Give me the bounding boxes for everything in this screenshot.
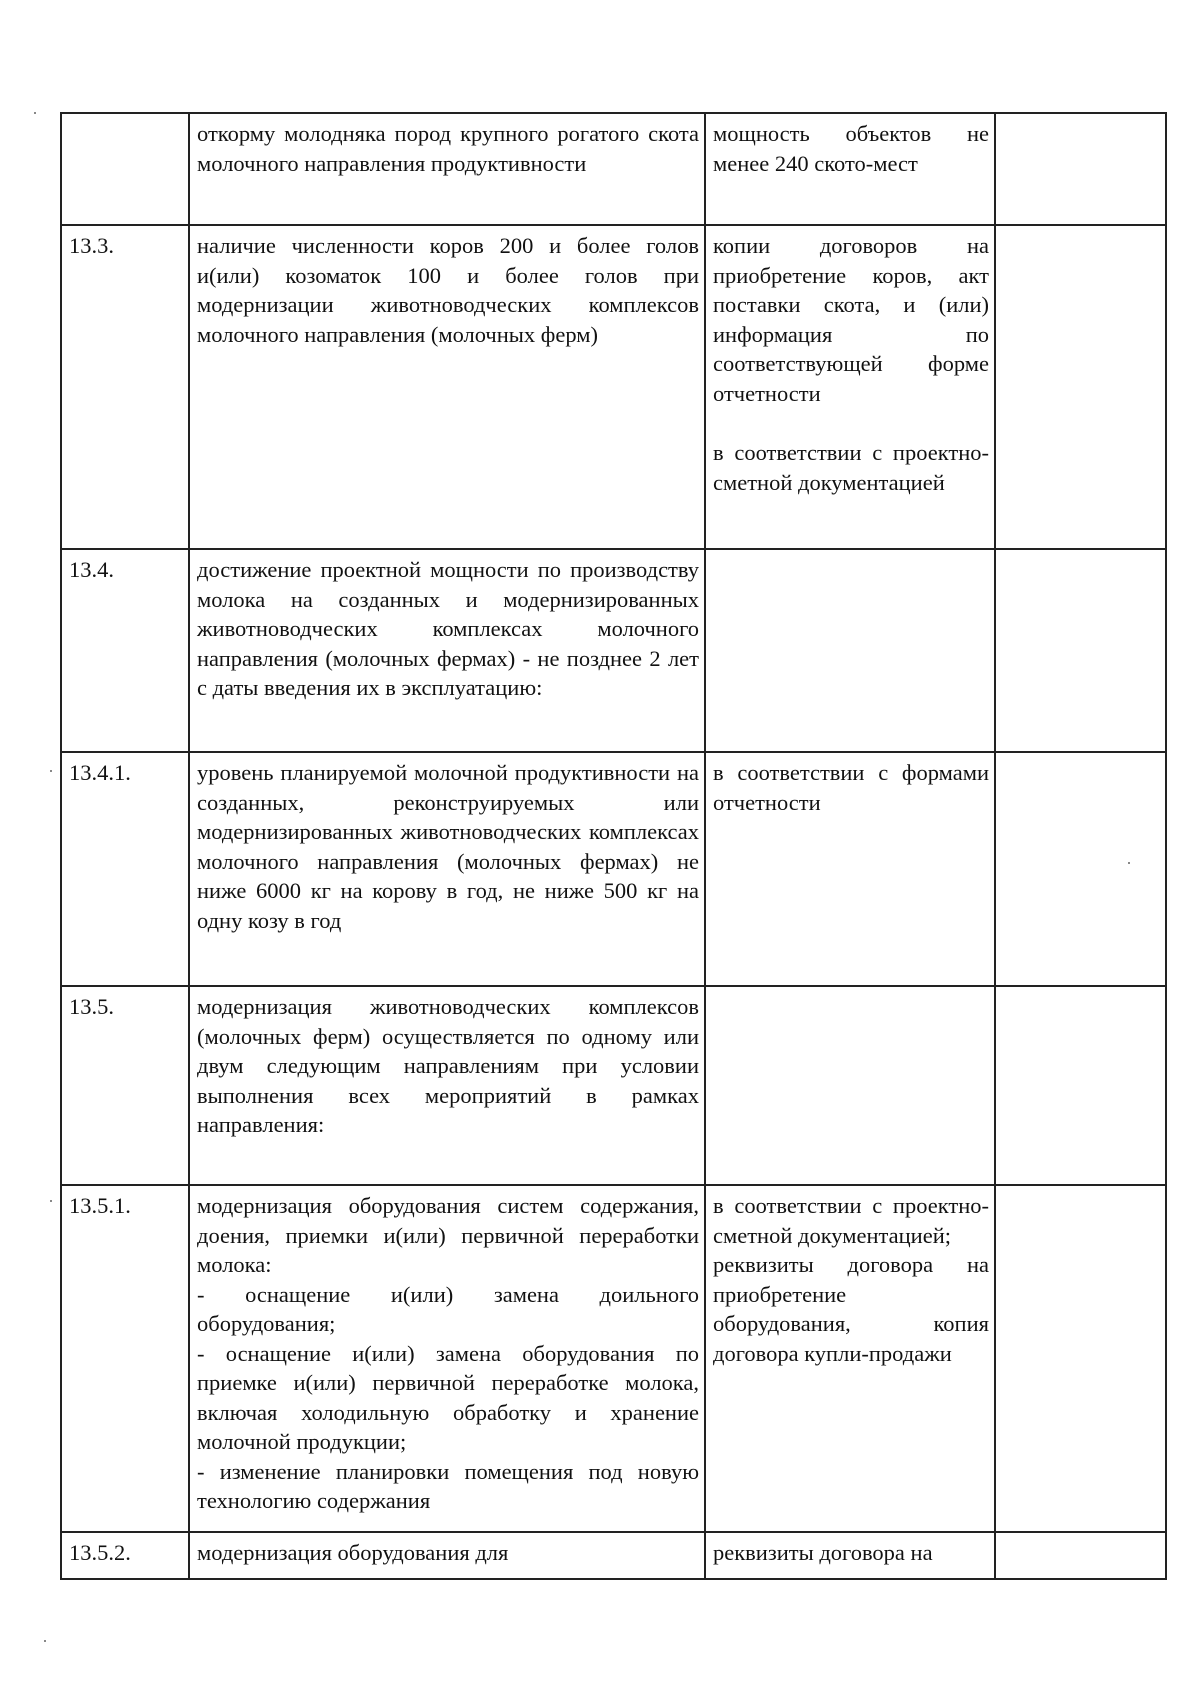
table-row [61, 986, 1166, 1185]
requirement-line: - оснащение и(или) замена оборудования по приемке и(или) первичной переработке молока, включая холодильную обработку и хранение молочной продукции; [197, 1340, 699, 1454]
item-number: 13.4. [61, 549, 189, 752]
empty-cell [995, 1185, 1166, 1532]
table-row [61, 549, 1166, 752]
table-row [61, 113, 1166, 225]
scan-speck [44, 1640, 46, 1642]
item-number: 13.5. [61, 986, 189, 1185]
confirming-documents [705, 752, 995, 986]
document-line: реквизиты договора на приобретение оборудования, копия договора купли-продажи [713, 1252, 989, 1366]
empty-cell [995, 752, 1166, 986]
scan-speck [1128, 862, 1130, 864]
table-row [61, 752, 1166, 986]
scan-speck [50, 770, 52, 772]
confirming-documents [705, 1532, 995, 1579]
document-line: копии договоров на приобретение коров, акт поставки скота, и (или) информация по соответствующей форме отчетности [713, 233, 989, 406]
empty-cell [995, 225, 1166, 549]
document-line: в соответствии с формами отчетности [713, 760, 989, 815]
requirement-text [189, 113, 705, 225]
item-number: 13.3. [61, 225, 189, 549]
paragraph-gap [713, 408, 989, 438]
scan-speck [34, 112, 36, 114]
requirement-text [189, 549, 705, 752]
empty-cell [995, 113, 1166, 225]
item-number [61, 113, 189, 225]
requirement-line: - оснащение и(или) замена доильного оборудования; [197, 1281, 699, 1336]
document-line: мощность объектов не менее 240 ското-мест [713, 121, 989, 176]
requirement-line: уровень планируемой молочной продуктивности на созданных, реконструируемых или модернизированных животноводческих комплексах молочного направления (молочных фермах) не ниже 6000 кг на корову в год, не ниже 500 кг на одну козу в год [197, 760, 699, 933]
requirement-text [189, 986, 705, 1185]
scan-speck [50, 1200, 52, 1202]
document-line: реквизиты договора на [713, 1540, 933, 1565]
requirements-table [60, 112, 1167, 1580]
document-line: в соответствии с проектно-сметной документацией; [713, 1193, 989, 1248]
requirement-line: - изменение планировки помещения под новую технологию содержания [197, 1458, 699, 1513]
requirement-line: откорму молодняка пород крупного рогатого скота молочного направления продуктивности [197, 121, 699, 176]
requirement-text [189, 1185, 705, 1532]
requirement-line: модернизация оборудования систем содержания, доения, приемки и(или) первичной переработки молока: [197, 1193, 699, 1277]
empty-cell [995, 549, 1166, 752]
item-number: 13.5.1. [61, 1185, 189, 1532]
confirming-documents [705, 113, 995, 225]
table-row [61, 225, 1166, 549]
document-line: в соответствии с проектно-сметной документацией [713, 440, 989, 495]
item-number: 13.5.2. [61, 1532, 189, 1579]
empty-cell [995, 986, 1166, 1185]
requirement-line: наличие численности коров 200 и более голов и(или) козоматок 100 и более голов при модернизации животноводческих комплексов молочного направления (молочных ферм) [197, 233, 699, 347]
table-row [61, 1185, 1166, 1532]
confirming-documents [705, 225, 995, 549]
confirming-documents [705, 986, 995, 1185]
requirement-line: модернизация оборудования для [197, 1540, 509, 1565]
requirement-line: достижение проектной мощности по производству молока на созданных и модернизированных животноводческих комплексах молочного направления (молочных фермах) - не позднее 2 лет с даты введения их в эксплуатацию: [197, 557, 699, 700]
requirement-text [189, 752, 705, 986]
item-number: 13.4.1. [61, 752, 189, 986]
requirement-line: модернизация животноводческих комплексов (молочных ферм) осуществляется по одному или двум следующим направлениям при условии выполнения всех мероприятий в рамках направления: [197, 994, 699, 1137]
confirming-documents [705, 549, 995, 752]
table-row [61, 1532, 1166, 1579]
requirement-text [189, 1532, 705, 1579]
confirming-documents [705, 1185, 995, 1532]
empty-cell [995, 1532, 1166, 1579]
requirement-text [189, 225, 705, 549]
